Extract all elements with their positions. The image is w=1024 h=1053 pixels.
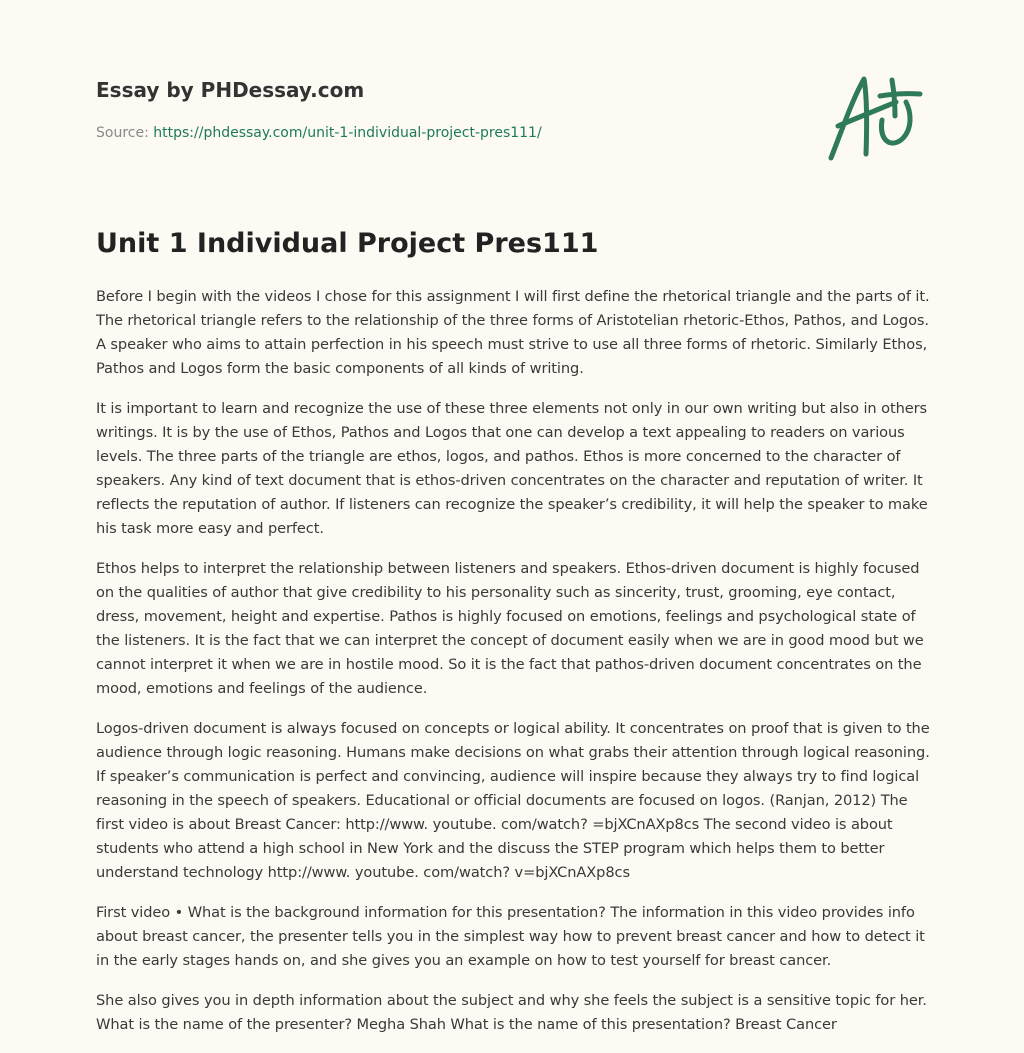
essay-paragraph: Before I begin with the videos I chose for this assignment I will first define the rhetorical triangle and the parts of it. The rhetorical triangle refers to the relationship of the three forms of Aristotelian rhetoric-Ethos, Pathos, and Logos. A speaker who aims to attain perfection in his speech must strive to use all three forms of rhetoric. Similarly Ethos, Pathos and Logos form the basic components of all kinds of writing. bbox=[96, 288, 930, 377]
essay-paragraph: First video • What is the background information for this presentation? The information in this video provides info about breast cancer, the presenter tells you in the simplest way how to prevent breast cancer and how to detect it in the early stages hands on, and she gives you an example on how to test yourself for breast cancer. bbox=[96, 904, 925, 969]
source-line bbox=[96, 123, 542, 143]
essay-body bbox=[96, 285, 930, 1053]
site-title: Essay by PHDessay.com bbox=[96, 78, 365, 102]
source-label: Source: bbox=[96, 125, 154, 141]
essay-paragraph: It is important to learn and recognize the use of these three elements not only in our own writing but also in others writings. It is by the use of Ethos, Pathos and Logos that one can develop a text appealing to readers on various levels. The three parts of the triangle are ethos, logos, and pathos. Ethos is more concerned to the character of speakers. Any kind of text document that is ethos-driven concentrates on the character and reputation of writer. It reflects the reputation of author. If listeners can recognize the speaker’s credibility, it will help the speaker to make his task more easy and perfect. bbox=[96, 400, 928, 537]
essay-paragraph: She also gives you in depth information about the subject and why she feels the subject is a sensitive topic for her. What is the name of the presenter? Megha Shah What is the name of this presentation? Breast Cancer bbox=[96, 992, 927, 1033]
a-plus-logo-icon bbox=[822, 68, 928, 164]
essay-paragraph: Logos-driven document is always focused on concepts or logical ability. It concentrates on proof that is given to the audience through logic reasoning. Humans make decisions on what grabs their attention through logical reasoning. If speaker’s communication is perfect and convincing, audience will inspire because they always try to find logical reasoning in the speech of speakers. Educational or official documents are focused on logos. (Ranjan, 2012) The first video is about Breast Cancer: http://www. youtube. com/watch? =bjXCnAXp8cs The second video is about students who attend a high school in New York and the discuss the STEP program which helps them to better understand technology http://www. youtube. com/watch? v=bjXCnAXp8cs bbox=[96, 720, 930, 881]
essay-title: Unit 1 Individual Project Pres111 bbox=[96, 228, 599, 259]
essay-paragraph: Ethos helps to interpret the relationship between listeners and speakers. Ethos-driven document is highly focused on the qualities of author that give credibility to his personality such as sincerity, trust, grooming, eye contact, dress, movement, height and expertise. Pathos is highly focused on emotions, feelings and psychological state of the listeners. It is the fact that we can interpret the concept of document easily when we are in good mood but we cannot interpret it when we are in hostile mood. So it is the fact that pathos-driven document concentrates on the mood, emotions and feelings of the audience. bbox=[96, 560, 924, 697]
source-link[interactable]: https://phdessay.com/unit-1-individual-project-pres111/ bbox=[153, 125, 542, 141]
